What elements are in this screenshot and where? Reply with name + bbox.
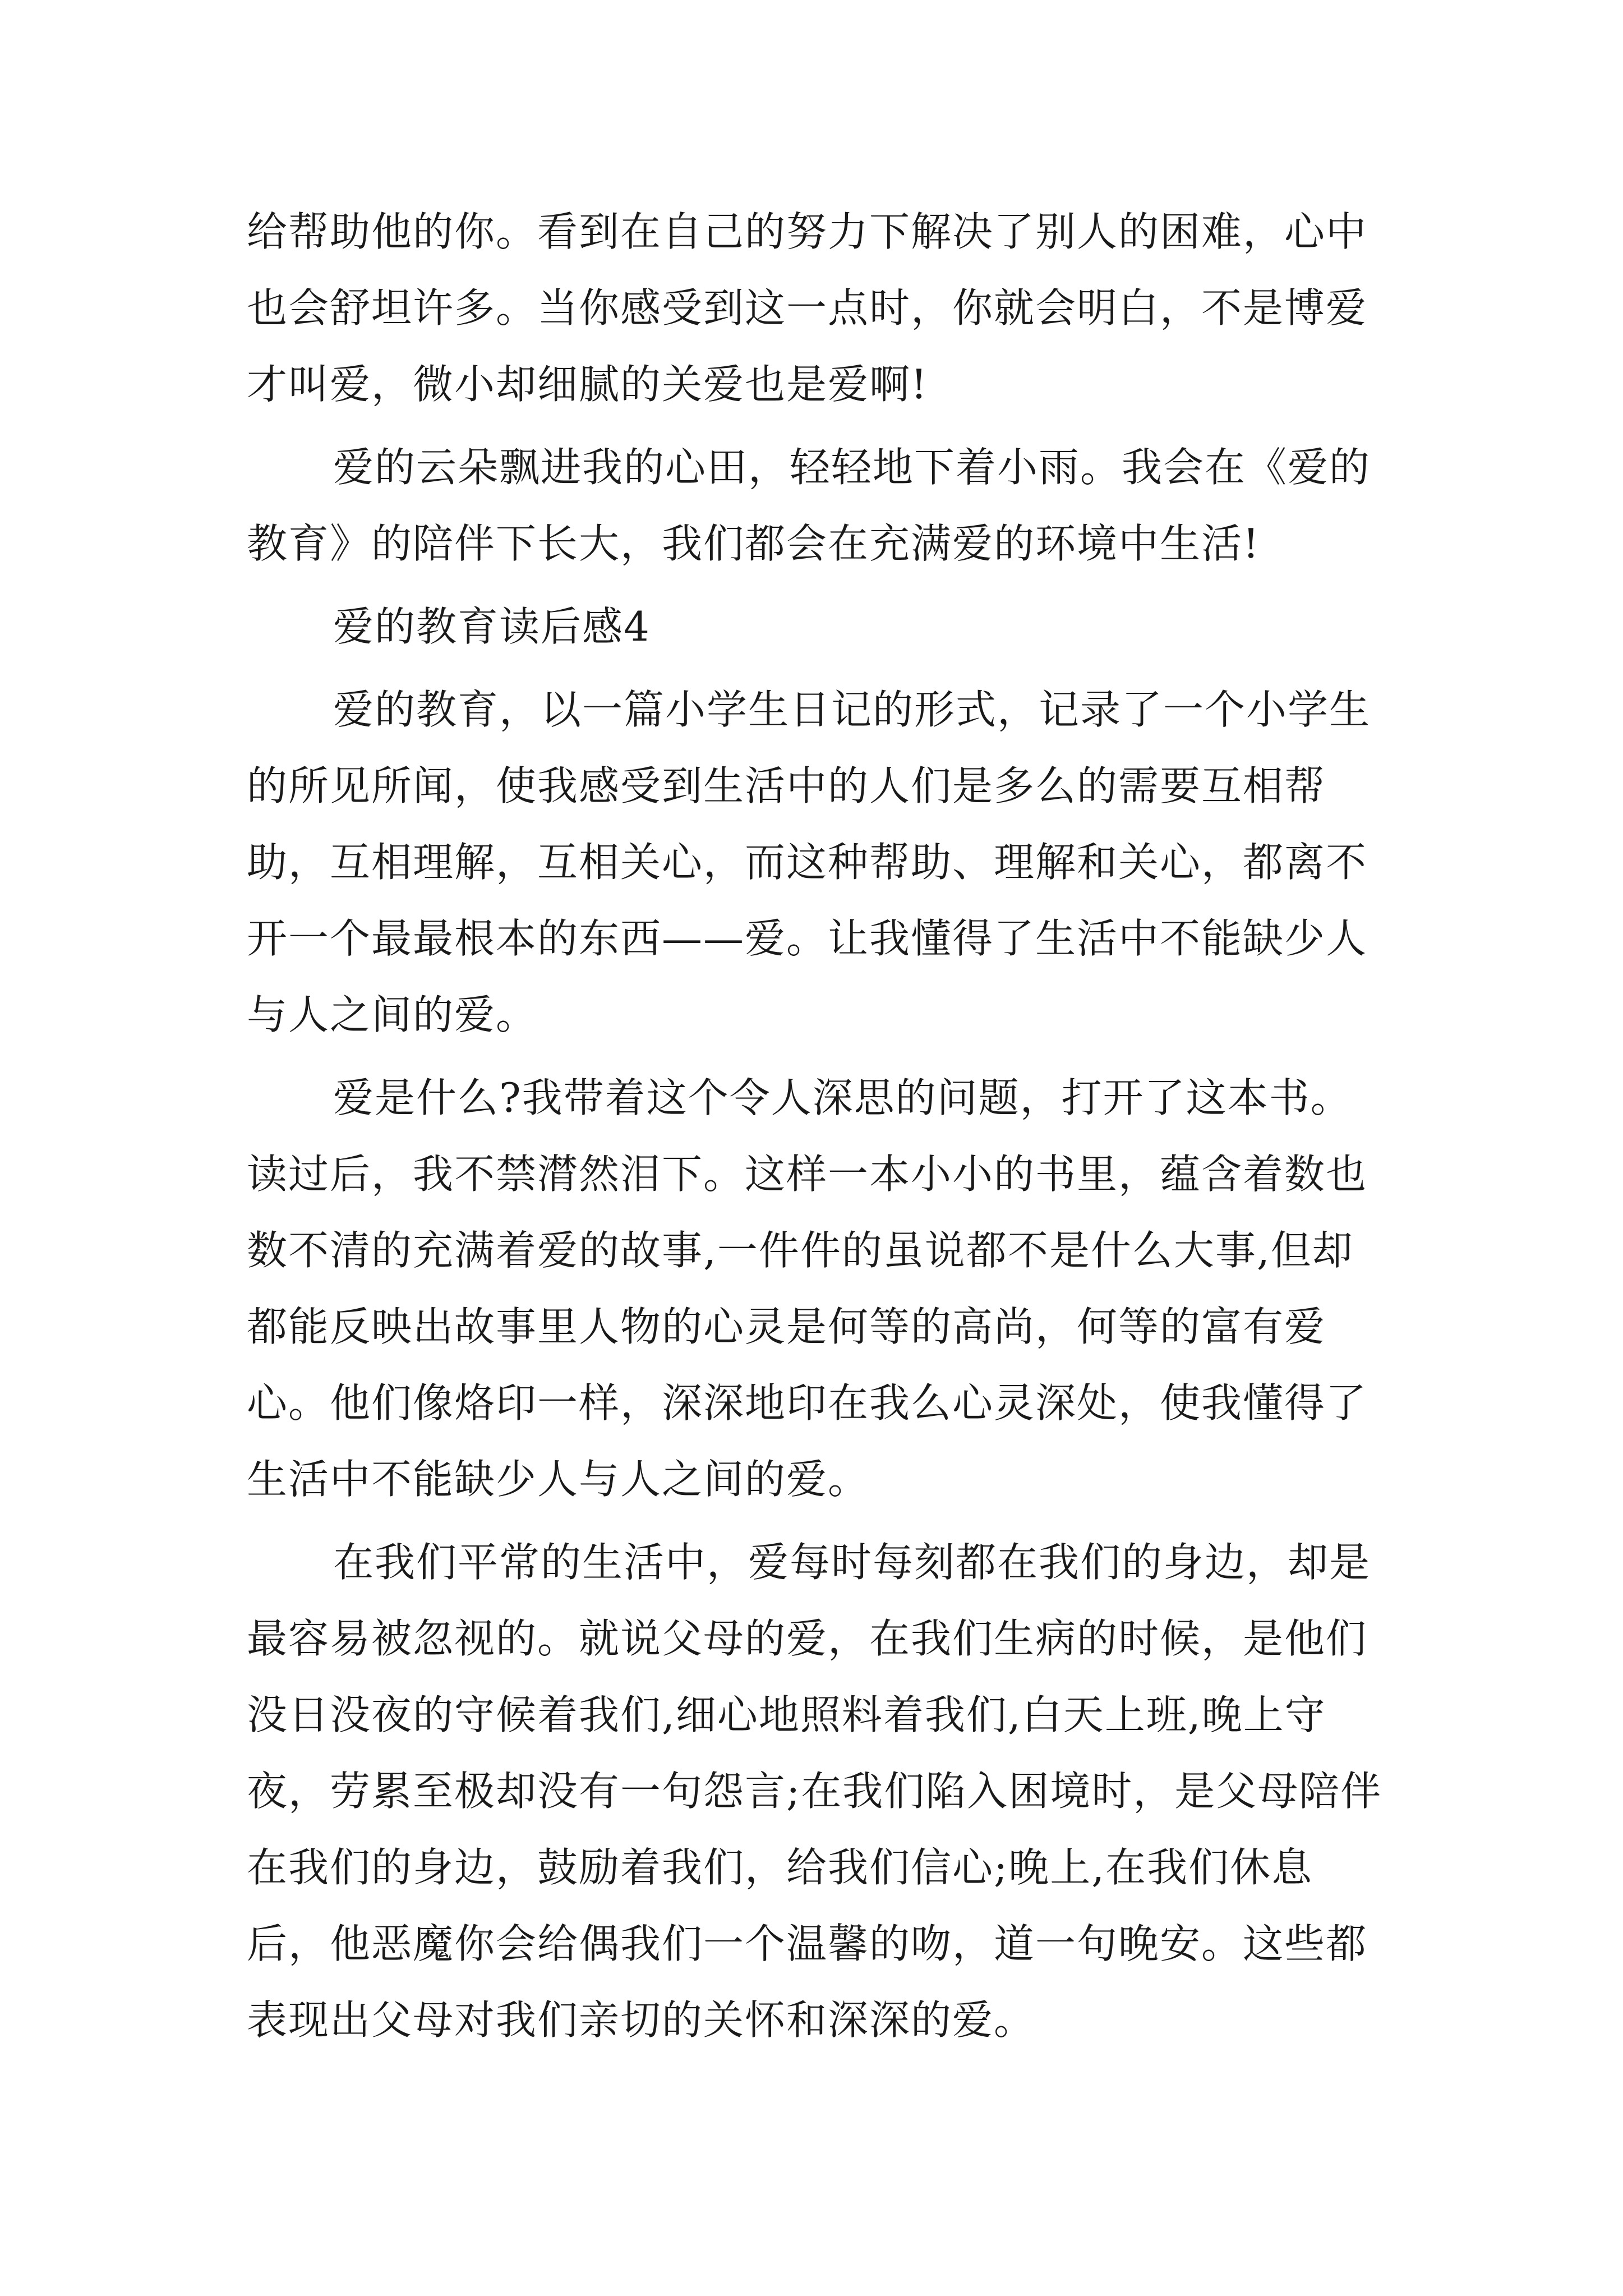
paragraph-what-is-love: 爱是什么?我带着这个令人深思的问题，打开了这本书。读过后，我不禁潸然泪下。这样一本小小的书里，蕴含着数也数不清的充满着爱的故事,一件件的虽说都不是什么大事,但却都能反映出故事里人物的心灵是何等的高尚，何等的富有爱心。他们像烙印一样，深深地印在我么心灵深处，使我懂得了生活中不能缺少人与人之间的爱。 — [247, 1074, 1368, 1503]
paragraph-love-cloud: 爱的云朵飘进我的心田，轻轻地下着小雨。我会在《爱的教育》的陪伴下长大，我们都会在充满爱的环境中生活! — [247, 444, 1371, 567]
paragraph-intro: 爱的教育，以一篇小学生日记的形式，记录了一个小学生的所见所闻，使我感受到生活中的人们是多么的需要互相帮助，互相理解，互相关心，而这种帮助、理解和关心，都离不开一个最最根本的东西——爱。让我懂得了生活中不能缺少人与人之间的爱。 — [247, 686, 1371, 1038]
section-heading: 爱的教育读后感4 — [333, 603, 651, 650]
paragraph-parents-love: 在我们平常的生活中，爱每时每刻都在我们的身边，却是最容易被忽视的。就说父母的爱，在我们生病的时候，是他们没日没夜的守候着我们,细心地照料着我们,白天上班,晚上守夜，劳累至极却没有一句怨言;在我们陷入困境时，是父母陪伴在我们的身边，鼓励着我们，给我们信心;晚上,在我们休息后，他恶魔你会给偶我们一个温馨的吻，道一句晚安。这些都表现出父母对我们亲切的关怀和深深的爱。 — [247, 1539, 1382, 2044]
paragraph-continuation: 给帮助他的你。看到在自己的努力下解决了别人的困难，心中也会舒坦许多。当你感受到这一点时，你就会明白，不是博爱才叫爱，微小却细腻的关爱也是爱啊! — [247, 208, 1368, 408]
document-body — [247, 194, 1391, 2065]
